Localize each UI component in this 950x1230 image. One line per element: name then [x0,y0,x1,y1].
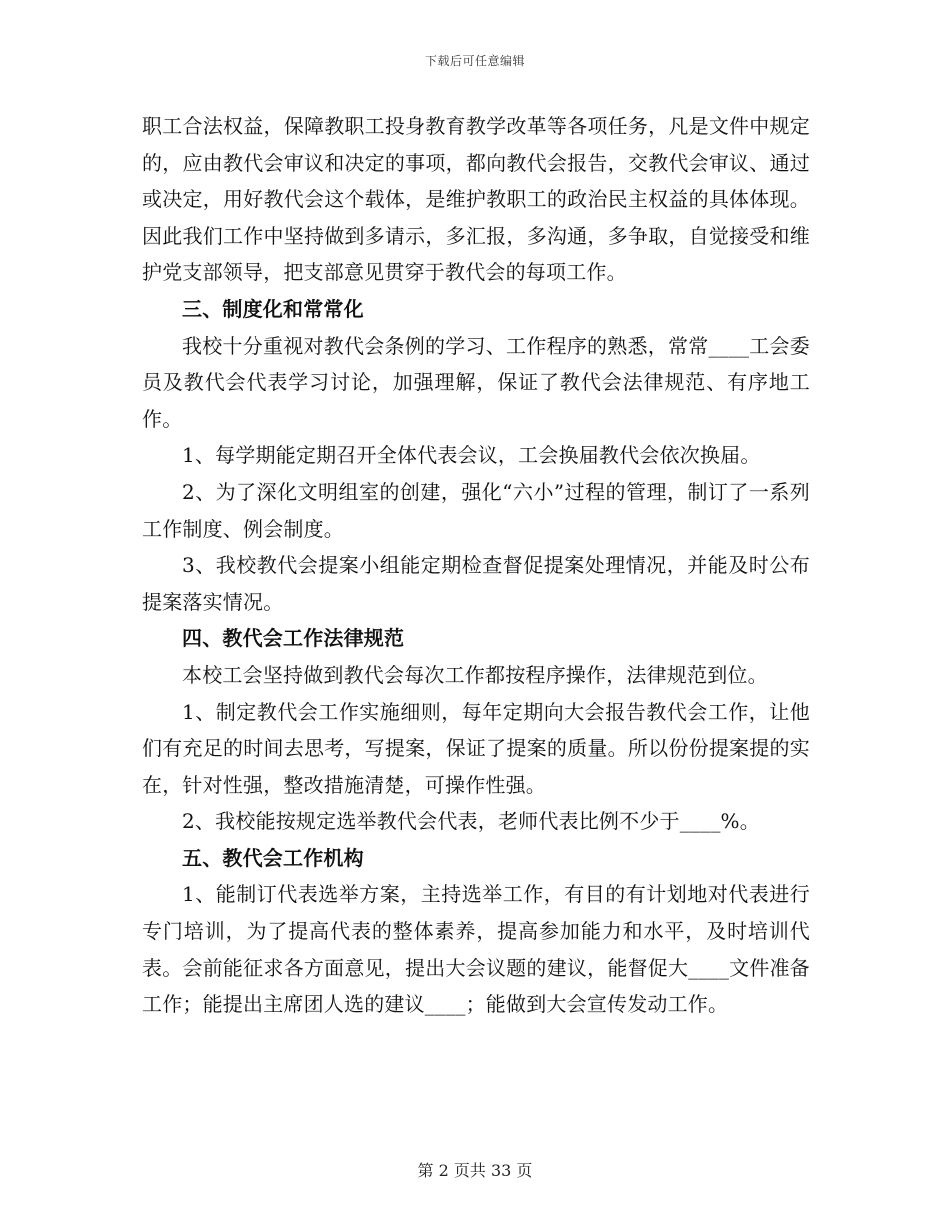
list-item: 1、制定教代会工作实施细则，每年定期向大会报告教代会工作，让他们有充足的时间去思考，写提案，保证了提案的质量。所以份份提案提的实在，针对性强，整改措施清楚，可操作性强。 [142,699,810,797]
body-paragraph: 本校工会坚持做到教代会每次工作都按程序操作，法律规范到位。 [182,662,768,687]
list-item: 2、为了深化文明组室的创建，强化“六小”过程的管理，制订了一系列工作制度、例会制度。 [142,479,810,541]
list-item: 2、我校能按规定选举教代会代表，老师代表比例不少于____%。 [182,809,760,834]
document-body [142,108,810,1023]
section-heading-3: 三、制度化和常常化 [182,296,364,321]
list-item: 1、每学期能定期召开全体代表会议，工会换届教代会依次换届。 [182,443,761,468]
body-paragraph: 我校十分重视对教代会条例的学习、工作程序的熟悉，常常____工会委员及教代会代表学习讨论，加强理解，保证了教代会法律规范、有序地工作。 [142,333,810,431]
section-heading-4: 四、教代会工作法律规范 [182,626,405,651]
list-item: 3、我校教代会提案小组能定期检查督促提案处理情况，并能及时公布提案落实情况。 [142,553,810,614]
body-paragraph: 职工合法权益，保障教职工投身教育教学改革等各项任务，凡是文件中规定的，应由教代会审议和决定的事项，都向教代会报告，交教代会审议、通过或决定，用好教代会这个载体，是维护教职工的政治民主权益的具体体现。因此我们工作中坚持做到多请示，多汇报，多沟通，多争取，自觉接受和维护党支部领导，把支部意见贯穿于教代会的每项工作。 [142,114,810,285]
page-header: 下载后可任意编辑 [424,54,525,68]
page-footer: 第 2 页共 33 页 [417,1161,533,1180]
list-item: 1、能制订代表选举方案，主持选举工作，有目的有计划地对代表进行专门培训，为了提高代表的整体素养，提高参加能力和水平，及时培训代表。会前能征求各方面意见，提出大会议题的建议，能督促大____文件准备工作；能提出主席团人选的建议____；能做到大会宣传发动工作。 [142,882,810,1017]
section-heading-5: 五、教代会工作机构 [182,845,364,870]
